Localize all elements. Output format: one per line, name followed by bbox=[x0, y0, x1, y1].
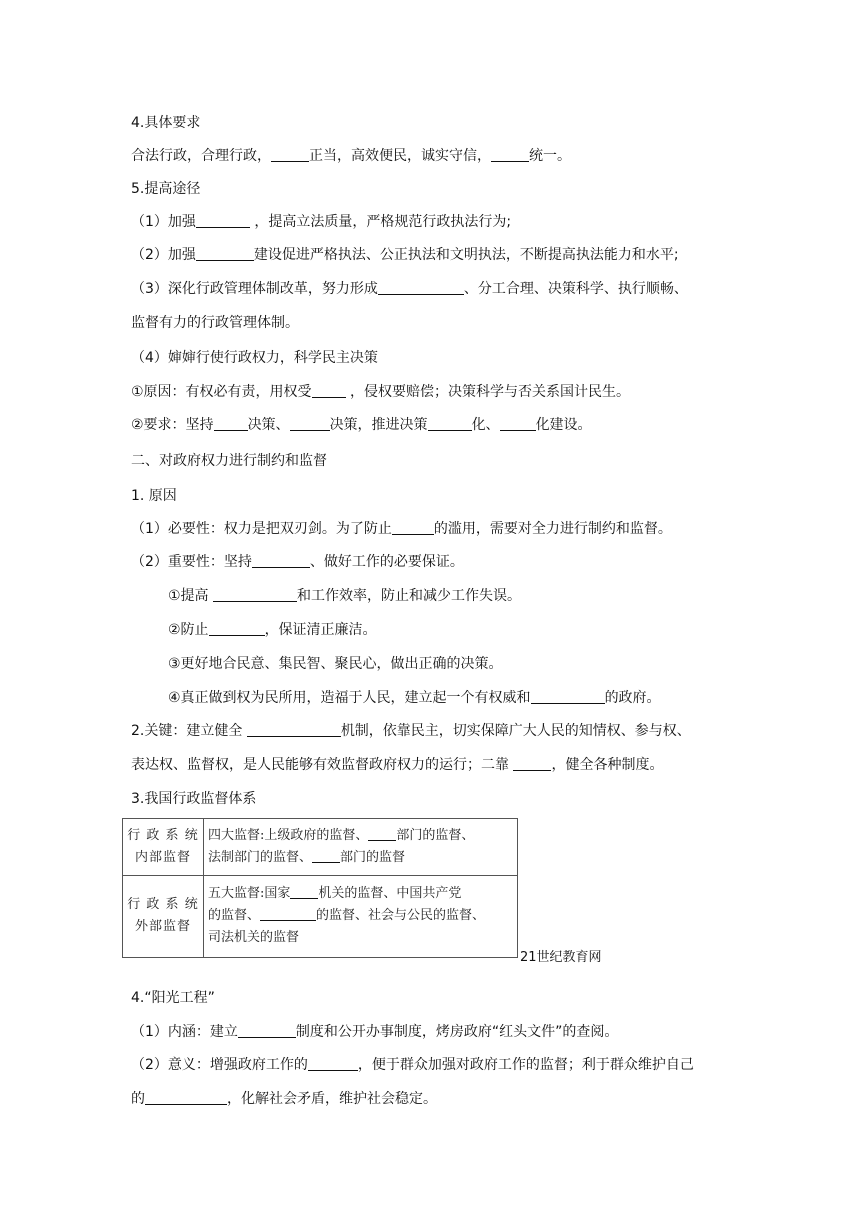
line-necessity: （1）必要性：权力是把双刃剑。为了防止 的滥用，需要对全力进行制约和监督。 bbox=[131, 521, 672, 537]
fill-blank bbox=[312, 850, 340, 863]
fill-blank bbox=[491, 147, 529, 162]
fill-blank bbox=[513, 756, 551, 771]
line-5-3-cont: 监督有力的行政管理体制。 bbox=[131, 315, 299, 331]
line-significance: （2）意义：增强政府工作的 ，便于群众加强对政府工作的监督；利于群众维护自己 bbox=[131, 1057, 694, 1073]
fill-blank bbox=[308, 1056, 358, 1071]
table-cell: 四大监督:上级政府的监督、 部门的监督、 法制部门的监督、 部门的监督 bbox=[204, 819, 518, 876]
fill-blank bbox=[260, 908, 316, 921]
fill-blank bbox=[290, 886, 318, 899]
line-item-4: ④真正做到权为民所用，造福于人民，建立起一个有权威和 的政府。 bbox=[168, 690, 661, 706]
source-label: 21世纪教育网 bbox=[520, 950, 602, 965]
fill-blank bbox=[196, 246, 254, 261]
fill-blank bbox=[214, 416, 248, 431]
fill-blank bbox=[196, 213, 250, 228]
supervision-table bbox=[122, 818, 518, 958]
table-header-cell: 行 政 系 统 内部监督 bbox=[123, 819, 204, 876]
line-5-4: （4）婶婶行使行政权力，科学民主决策 bbox=[131, 350, 378, 366]
heading-5: 5.提高途径 bbox=[131, 181, 201, 197]
fill-blank bbox=[500, 416, 536, 431]
line-item-3: ③更好地合民意、集民智、聚民心，做出正确的决策。 bbox=[168, 656, 503, 672]
heading-4: 4.具体要求 bbox=[131, 115, 201, 131]
fill-blank bbox=[213, 587, 297, 602]
fill-blank bbox=[252, 553, 310, 568]
line-5-1: （1）加强 ，提高立法质量，严格规范行政执法行为; bbox=[131, 214, 512, 230]
heading-1-reason: 1. 原因 bbox=[131, 488, 177, 504]
line-5-2: （2）加强 建设促进严格执法、公正执法和文明执法，不断提高执法能力和水平; bbox=[131, 247, 679, 263]
table-cell: 五大监督:国家 机关的监督、中国共产党 的监督、 的监督、社会与公民的监督、 司法机关的监督 bbox=[204, 875, 518, 957]
fill-blank bbox=[531, 689, 605, 704]
line-item-1: ①提高 和工作效率，防止和减少工作失误。 bbox=[168, 588, 522, 604]
line-item-2: ②防止 ，保证清正廉洁。 bbox=[168, 622, 377, 638]
line-importance: （2）重要性：坚持 、做好工作的必要保证。 bbox=[131, 554, 464, 570]
fill-blank bbox=[368, 828, 396, 841]
fill-blank bbox=[238, 1023, 296, 1038]
line-requirement: ②要求：坚持 决策、 决策，推进决策 化、 化建设。 bbox=[131, 417, 592, 433]
line-key-cont: 表达权、监督权，是人民能够有效监督政府权力的运行；二靠 ，健全各种制度。 bbox=[131, 757, 664, 773]
heading-4-sunshine: 4.“阳光工程” bbox=[131, 990, 215, 1006]
table-header-cell: 行 政 系 统 外部监督 bbox=[123, 875, 204, 957]
fill-blank bbox=[428, 416, 472, 431]
line-5-3: （3）深化行政管理体制改革，努力形成 、分工合理、决策科学、执行顺畅、 bbox=[131, 281, 688, 297]
line-significance-cont: 的 ，化解社会矛盾，维护社会稳定。 bbox=[131, 1091, 437, 1107]
table-row bbox=[123, 819, 518, 876]
table-row bbox=[123, 875, 518, 957]
line-reason: ①原因：有权必有责，用权受 ，侵权要赔偿；决策科学与否关系国计民生。 bbox=[131, 384, 631, 400]
fill-blank bbox=[290, 416, 330, 431]
line-key: 2.关键：建立健全 机制，依靠民主，切实保障广大人民的知情权、参与权、 bbox=[131, 723, 691, 739]
fill-blank bbox=[145, 1090, 227, 1105]
fill-blank bbox=[312, 383, 346, 398]
fill-blank bbox=[247, 722, 341, 737]
heading-3-system: 3.我国行政监督体系 bbox=[131, 791, 257, 807]
section-2-heading: 二、对政府权力进行制约和监督 bbox=[131, 453, 327, 469]
fill-blank bbox=[209, 621, 265, 636]
fill-blank bbox=[271, 147, 309, 162]
fill-blank bbox=[392, 520, 434, 535]
fill-blank bbox=[378, 280, 464, 295]
line-connotation: （1）内涵：建立 制度和公开办事制度，烤房政府“红头文件”的查阅。 bbox=[131, 1024, 619, 1040]
line-4-content: 合法行政，合理行政， 正当，高效便民，诚实守信， 统一。 bbox=[131, 148, 571, 164]
